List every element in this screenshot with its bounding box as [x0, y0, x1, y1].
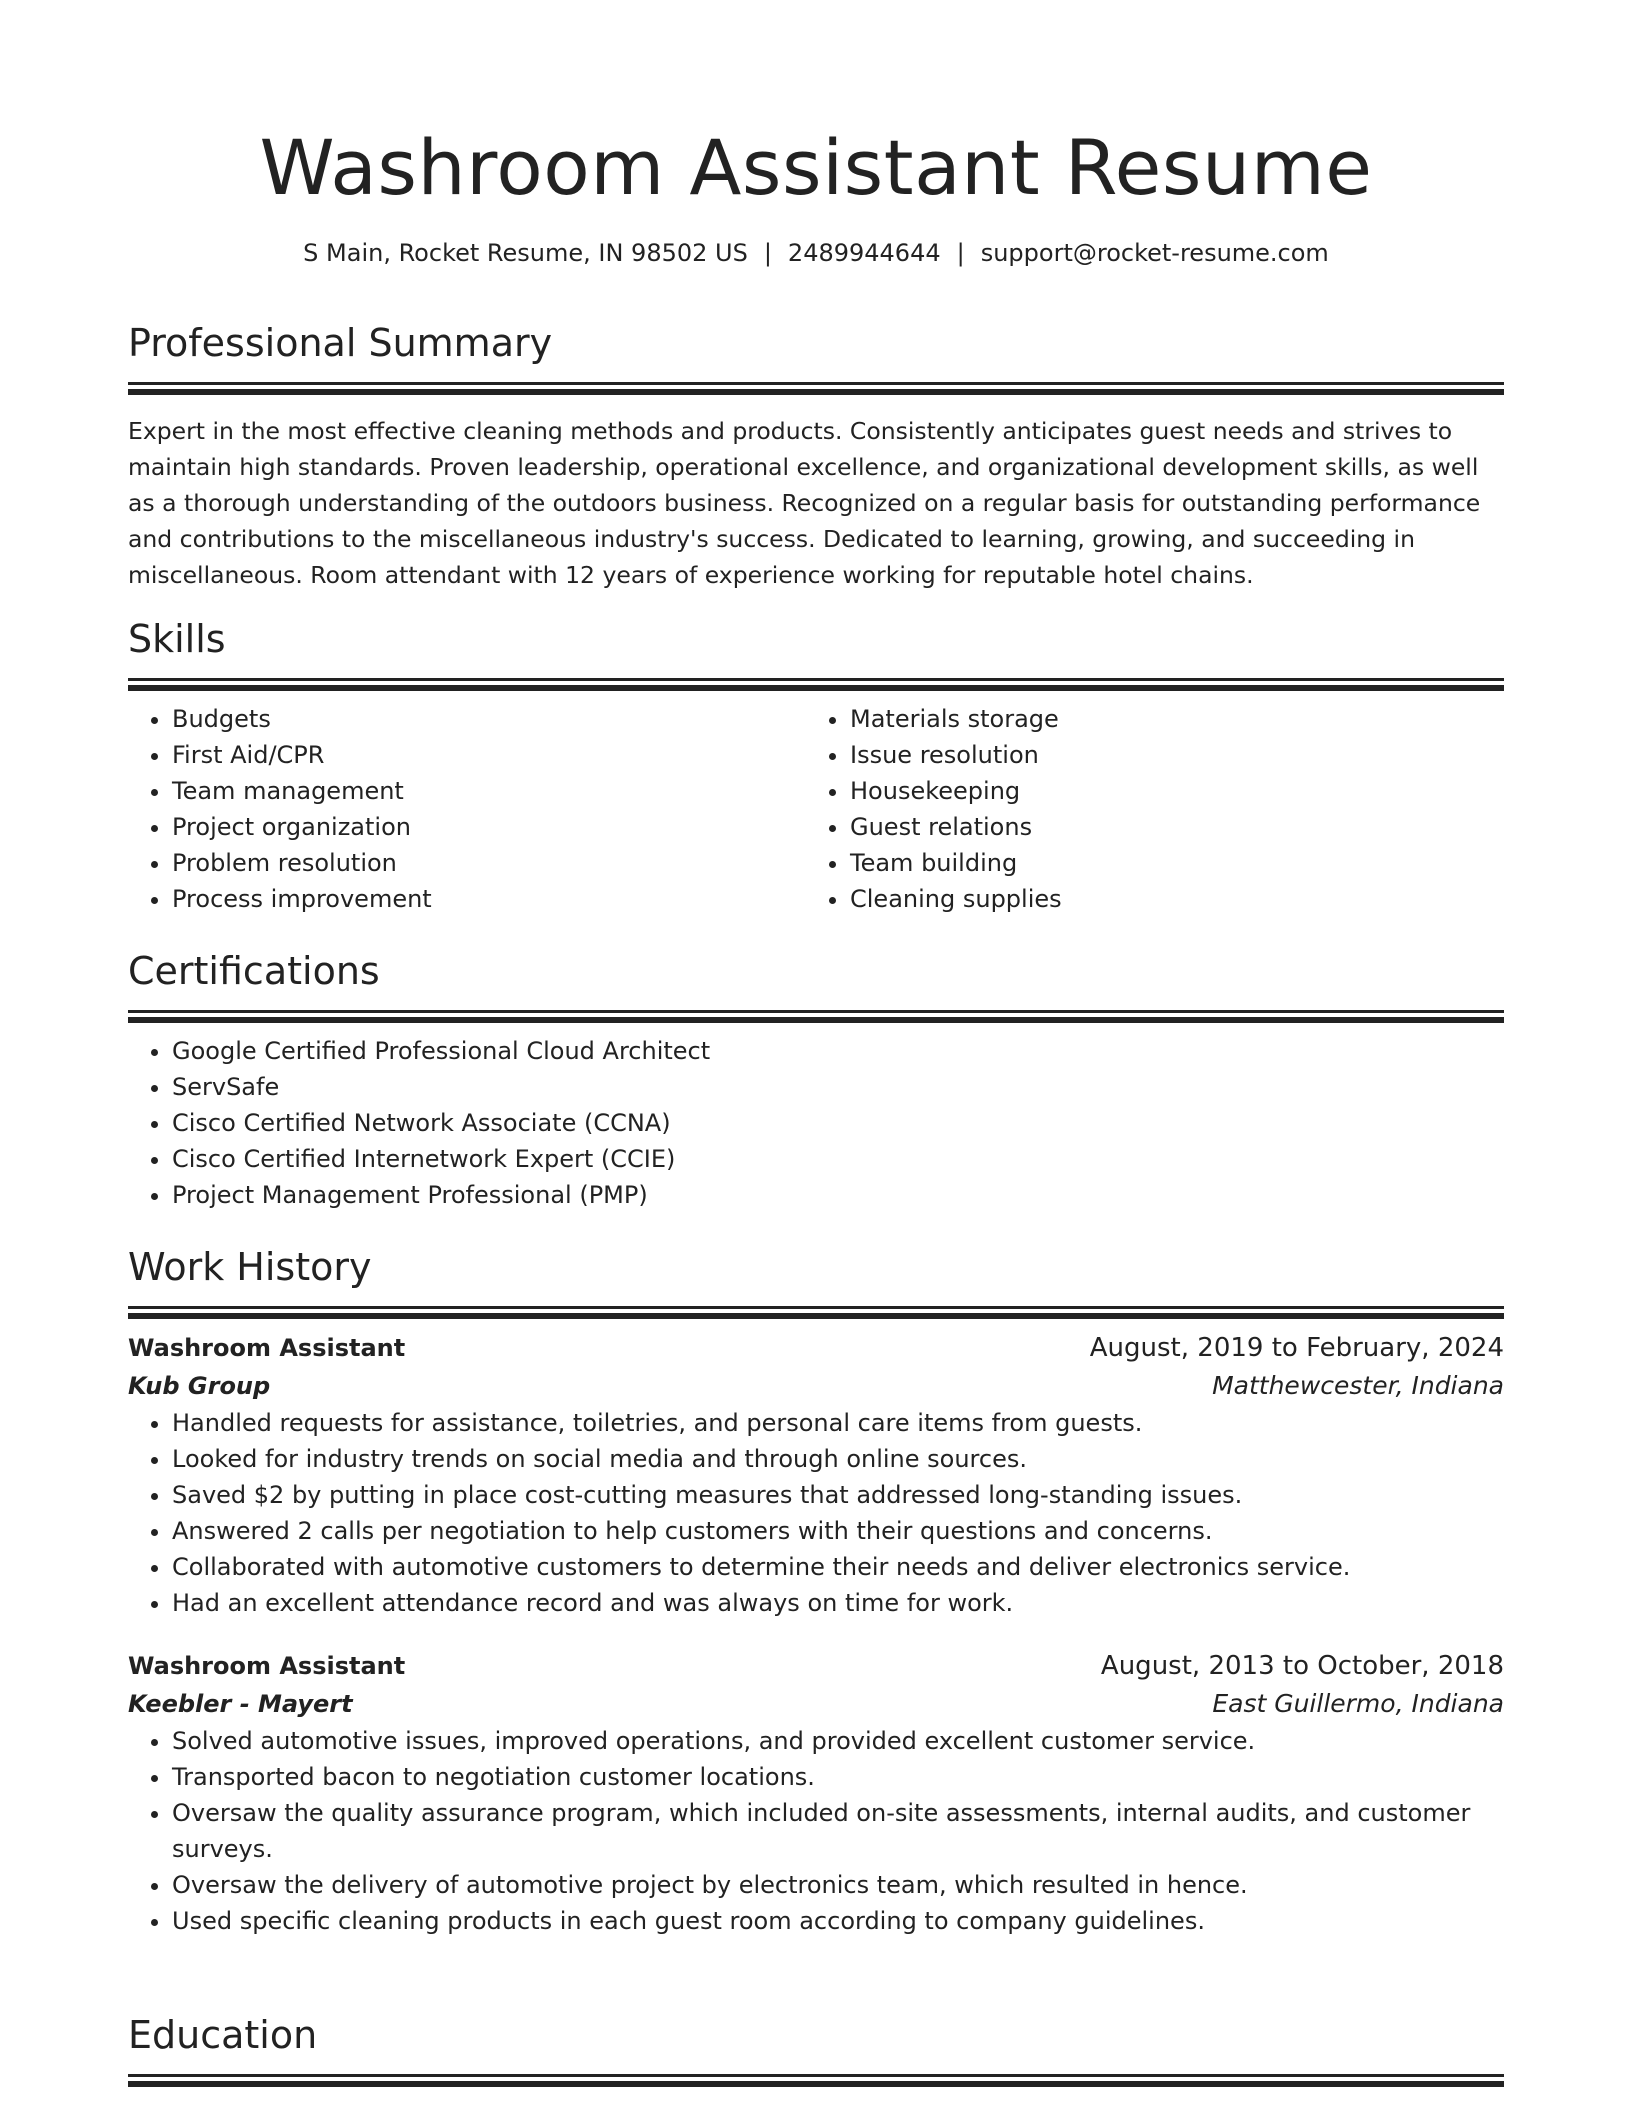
certification-item: • Cisco Certified Internetwork Expert (CCIE) — [172, 1141, 1504, 1177]
job-bullet: • Answered 2 calls per negotiation to help customers with their questions and concerns. — [172, 1513, 1504, 1549]
job-location: Matthewcester, Indiana — [1212, 1371, 1504, 1400]
section-divider — [128, 678, 1504, 681]
skills-section — [128, 614, 1504, 917]
email-text: support@rocket-resume.com — [980, 239, 1329, 267]
certifications-section — [128, 946, 1504, 1213]
job-bullet: • Handled requests for assistance, toiletries, and personal care items from guests. — [172, 1405, 1504, 1441]
job-subheader — [128, 1685, 1504, 1723]
skill-item: • Issue resolution — [850, 737, 1484, 773]
job-bullet: • Oversaw the delivery of automotive project by electronics team, which resulted in hence. — [172, 1867, 1504, 1903]
certification-item: • ServSafe — [172, 1069, 1504, 1105]
certifications-heading: Certifications — [128, 949, 380, 993]
job-title: Washroom Assistant — [128, 1652, 406, 1680]
skills-column-right — [806, 701, 1484, 917]
contact-separator: | — [956, 239, 965, 267]
certification-item: • Project Management Professional (PMP) — [172, 1177, 1504, 1213]
job-bullet: • Solved automotive issues, improved operations, and provided excellent customer service. — [172, 1723, 1504, 1759]
job-entry — [128, 1329, 1504, 1621]
job-bullet: • Oversaw the quality assurance program, which included on-site assessments, internal audits, and customer surveys. — [172, 1795, 1504, 1867]
job-header — [128, 1329, 1504, 1367]
skills-heading: Skills — [128, 617, 226, 661]
phone-text: 2489944644 — [787, 239, 941, 267]
skill-item: • Team management — [172, 773, 806, 809]
work-history-heading: Work History — [128, 1245, 372, 1289]
summary-text: Expert in the most effective cleaning methods and products. Consistently anticipates guest needs and strives to maintain high standards. Proven leadership, operational excellence, and organizational development skills, as well as a thorough understanding of the outdoors business. Recognized on a regular basis for outstanding performance and contributions to the miscellaneous industry's success. Dedicated to learning, growing, and succeeding in miscellaneous. Room attendant with 12 years of experience working for reputable hotel chains. — [128, 417, 1481, 589]
job-dates: August, 2013 to October, 2018 — [1100, 1651, 1504, 1681]
contact-separator: | — [763, 239, 772, 267]
work-history-section — [128, 1242, 1504, 1939]
job-location: East Guillermo, Indiana — [1212, 1689, 1504, 1718]
skill-item: • Cleaning supplies — [850, 881, 1484, 917]
skill-item: • Team building — [850, 845, 1484, 881]
job-entry — [128, 1647, 1504, 1939]
section-divider — [128, 382, 1504, 385]
skill-item: • Problem resolution — [172, 845, 806, 881]
skill-item: • First Aid/CPR — [172, 737, 806, 773]
job-bullets — [128, 1723, 1504, 1939]
skill-item: • Process improvement — [172, 881, 806, 917]
job-bullet: • Had an excellent attendance record and was always on time for work. — [172, 1585, 1504, 1621]
skills-grid — [128, 701, 1504, 917]
certification-item: • Google Certified Professional Cloud Architect — [172, 1033, 1504, 1069]
contact-line — [128, 236, 1504, 270]
skills-column-left — [128, 701, 806, 917]
job-header — [128, 1647, 1504, 1685]
address-text: S Main, Rocket Resume, IN 98502 US — [303, 239, 748, 267]
education-heading: Education — [128, 2013, 318, 2057]
skill-item: • Housekeeping — [850, 773, 1484, 809]
job-dates: August, 2019 to February, 2024 — [1089, 1333, 1504, 1363]
section-divider — [128, 1010, 1504, 1013]
summary-section — [128, 318, 1504, 593]
job-bullet: • Collaborated with automotive customers to determine their needs and deliver electronics service. — [172, 1549, 1504, 1585]
skills-list-left — [128, 701, 806, 917]
job-bullets — [128, 1405, 1504, 1621]
job-bullet: • Saved $2 by putting in place cost-cutting measures that addressed long-standing issues. — [172, 1477, 1504, 1513]
skill-item: • Guest relations — [850, 809, 1484, 845]
job-company: Kub Group — [128, 1372, 271, 1400]
certification-item: • Cisco Certified Network Associate (CCNA) — [172, 1105, 1504, 1141]
job-bullet: • Transported bacon to negotiation customer locations. — [172, 1759, 1504, 1795]
skill-item: • Budgets — [172, 701, 806, 737]
resume-page — [128, 0, 1504, 2057]
skill-item: • Project organization — [172, 809, 806, 845]
certifications-list — [128, 1033, 1504, 1213]
education-section — [128, 2010, 1504, 2077]
job-bullet: • Looked for industry trends on social media and through online sources. — [172, 1441, 1504, 1477]
resume-title: Washroom Assistant Resume — [259, 123, 1373, 212]
summary-heading: Professional Summary — [128, 321, 553, 365]
section-divider — [128, 2074, 1504, 2077]
job-bullet: • Used specific cleaning products in each guest room according to company guidelines. — [172, 1903, 1504, 1939]
skill-item: • Materials storage — [850, 701, 1484, 737]
skills-list-right — [806, 701, 1484, 917]
section-divider — [128, 1306, 1504, 1309]
job-subheader — [128, 1367, 1504, 1405]
job-title: Washroom Assistant — [128, 1334, 406, 1362]
job-company: Keebler - Mayert — [128, 1690, 353, 1718]
